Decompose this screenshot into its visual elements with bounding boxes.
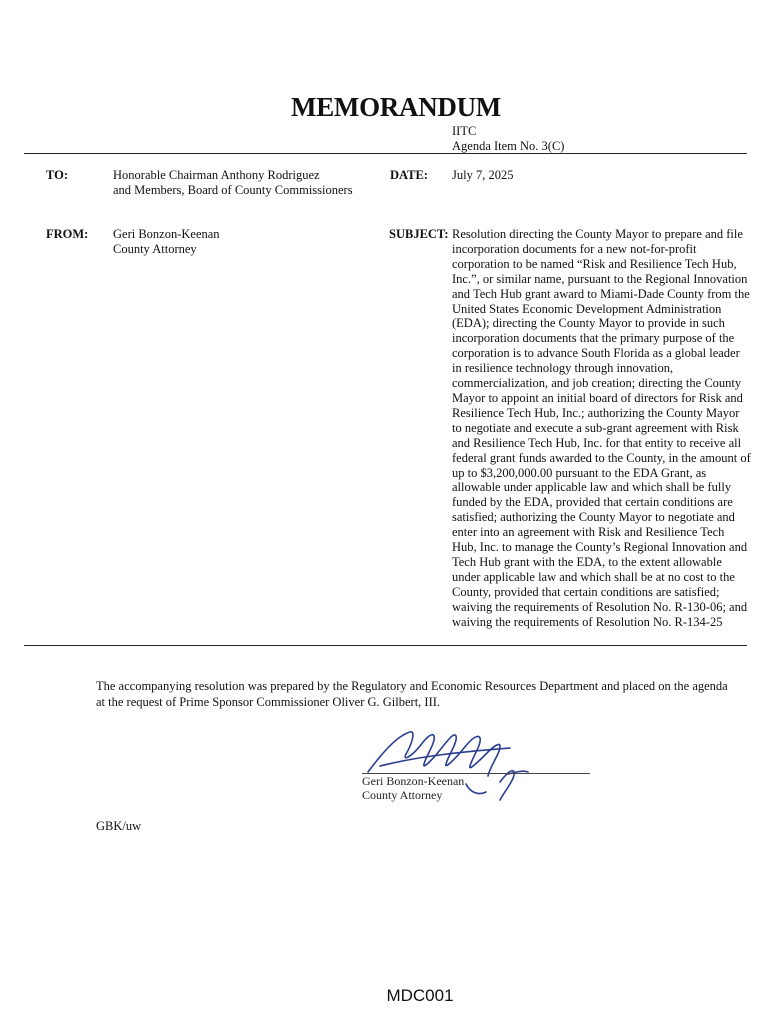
header-rule (24, 153, 747, 154)
initials: GBK/uw (96, 819, 142, 833)
body-paragraph: The accompanying resolution was prepared by the Regulatory and Economic Resources Department and placed on the agenda at the request of Prime Sponsor Commissioner Oliver G. Gilbert, III. (96, 679, 728, 709)
date-label: DATE: (390, 168, 428, 182)
agenda-item: Agenda Item No. 3(C) (452, 139, 565, 153)
to-label: TO: (46, 168, 68, 182)
signatory (362, 774, 464, 802)
document-code: MDC001 (386, 986, 454, 1005)
from-line-2: County Attorney (113, 242, 197, 256)
from-line-1: Geri Bonzon-Keenan (113, 227, 220, 241)
subject-label: SUBJECT: (389, 227, 449, 241)
subject-rule (24, 645, 747, 646)
to-line-2: and Members, Board of County Commissioners (113, 183, 353, 197)
signatory-title: County Attorney (362, 788, 443, 802)
to-line-1: Honorable Chairman Anthony Rodriguez (113, 168, 320, 182)
committee-code: IITC (452, 124, 477, 138)
signatory-name: Geri Bonzon-Keenan (362, 774, 465, 788)
from-label: FROM: (46, 227, 89, 241)
subject-text: Resolution directing the County Mayor to prepare and file incorporation documents for a new not-for-profit corporation to be named “Risk and Resilience Tech Hub, Inc.”, or similar name, pursuant to the Regional Innovation and Tech Hub grant award to Miami-Dade County from the United States Economic Development Administration (EDA); directing the County Mayor to provide in such incorporation documents that the primary purpose of the corporation is to advance South Florida as a global leader in resilience technology through innovation, commercialization, and job creation; directing the County Mayor to appoint an initial board of directors for Risk and Resilience Tech Hub, Inc.; authorizing the County Mayor to negotiate and execute a sub-grant agreement with Risk and Resilience Tech Hub, Inc. for that entity to receive all federal grant funds awarded to the County, in the amount of up to $3,200,000.00 pursuant to the EDA Grant, as allowable under applicable law and which shall be fully funded by the EDA, provided that certain conditions are satisfied; authorizing the County Mayor to negotiate and enter into an agreement with Risk and Resilience Tech Hub, Inc. to manage the County’s Regional Innovation and Tech Hub grant with the EDA, to the extent allowable under applicable law and which shall be at no cost to the County, provided that certain conditions are satisfied; waiving the requirements of Resolution No. R-130-06; and waiving the requirements of Resolution No. R-134-25 (452, 227, 751, 629)
memo-title: MEMORANDUM (291, 92, 501, 122)
date-value: July 7, 2025 (452, 168, 514, 182)
